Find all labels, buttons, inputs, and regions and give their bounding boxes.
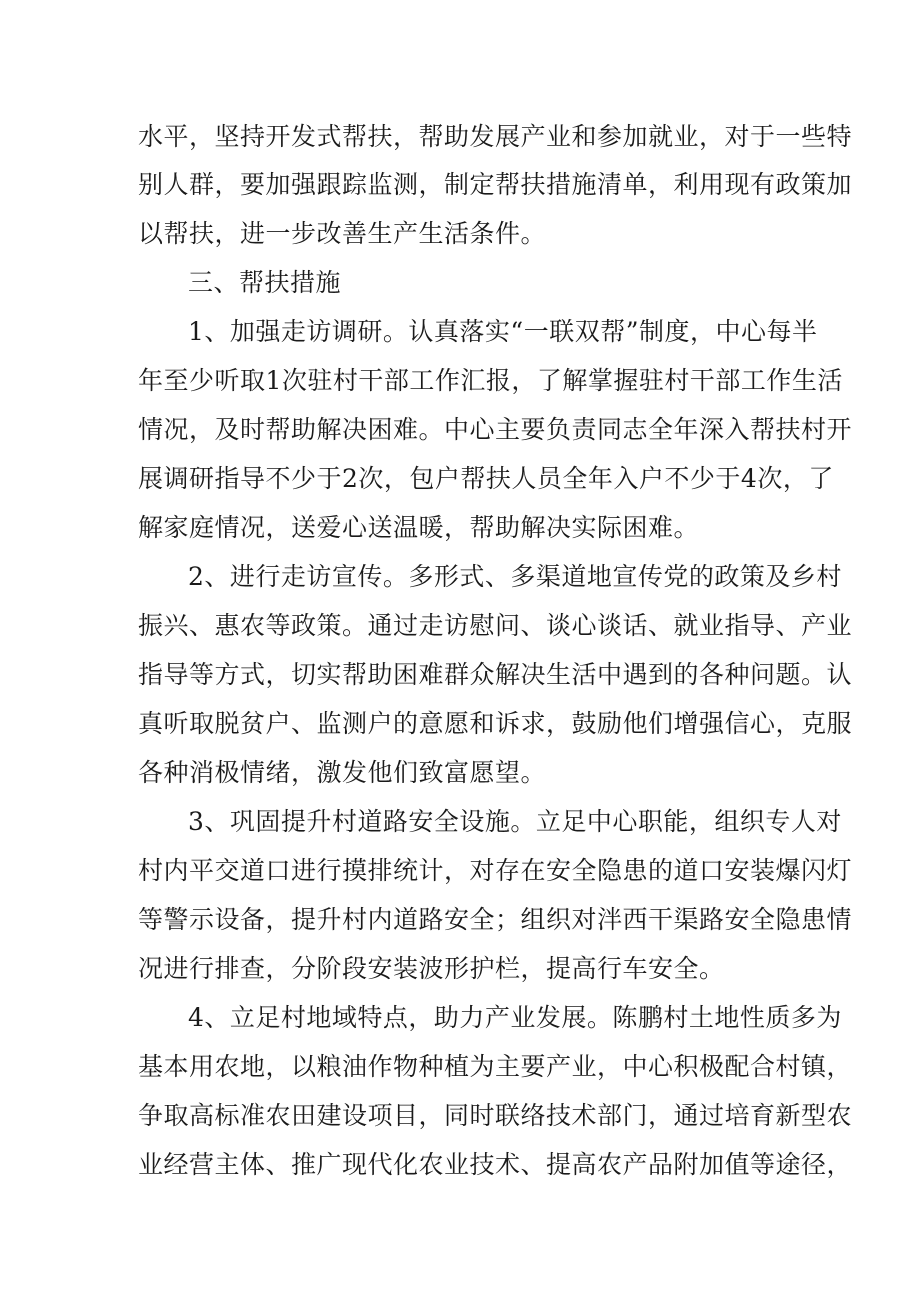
section-heading: 三、帮扶措施 — [188, 268, 342, 297]
paragraph-line: 振兴、惠农等政策。通过走访慰问、谈心谈话、就业指导、产业 — [138, 611, 853, 640]
paragraph-line: 情况，及时帮助解决困难。中心主要负责同志全年深入帮扶村开 — [138, 415, 853, 444]
paragraph-line: 年至少听取1次驻村干部工作汇报，了解掌握驻村干部工作生活 — [138, 366, 843, 395]
paragraph-line: 1、加强走访调研。认真落实“一联双帮”制度，中心每半 — [188, 317, 818, 346]
paragraph-line: 等警示设备，提升村内道路安全；组织对泮西干渠路安全隐患情 — [138, 905, 853, 934]
paragraph-line: 真听取脱贫户、监测户的意愿和诉求，鼓励他们增强信心，克服 — [138, 709, 853, 738]
paragraph-line: 各种消极情绪，激发他们致富愿望。 — [138, 758, 547, 787]
paragraph-line: 解家庭情况，送爱心送温暖，帮助解决实际困难。 — [138, 513, 700, 542]
paragraph-line: 基本用农地，以粮油作物种植为主要产业，中心积极配合村镇， — [138, 1052, 853, 1081]
paragraph-line: 争取高标准农田建设项目，同时联络技术部门，通过培育新型农 — [138, 1101, 853, 1130]
paragraph-line: 业经营主体、推广现代化农业技术、提高农产品附加值等途径， — [138, 1150, 853, 1179]
paragraph-line: 指导等方式，切实帮助困难群众解决生活中遇到的各种问题。认 — [138, 660, 853, 689]
paragraph-line: 村内平交道口进行摸排统计，对存在安全隐患的道口安装爆闪灯 — [138, 856, 853, 885]
paragraph-line: 展调研指导不少于2次，包户帮扶人员全年入户不少于4次，了 — [138, 464, 834, 493]
paragraph-line: 况进行排查，分阶段安装波形护栏，提高行车安全。 — [138, 954, 725, 983]
paragraph-line: 2、进行走访宣传。多形式、多渠道地宣传党的政策及乡村 — [188, 562, 842, 591]
paragraph-line: 4、立足村地域特点，助力产业发展。陈鹏村土地性质多为 — [188, 1003, 842, 1032]
paragraph-line: 以帮扶，进一步改善生产生活条件。 — [138, 219, 547, 248]
paragraph-line: 3、巩固提升村道路安全设施。立足中心职能，组织专人对 — [188, 807, 842, 836]
paragraph-line: 水平，坚持开发式帮扶，帮助发展产业和参加就业，对于一些特 — [138, 122, 853, 151]
paragraph-line: 别人群，要加强跟踪监测，制定帮扶措施清单，利用现有政策加 — [138, 170, 853, 199]
